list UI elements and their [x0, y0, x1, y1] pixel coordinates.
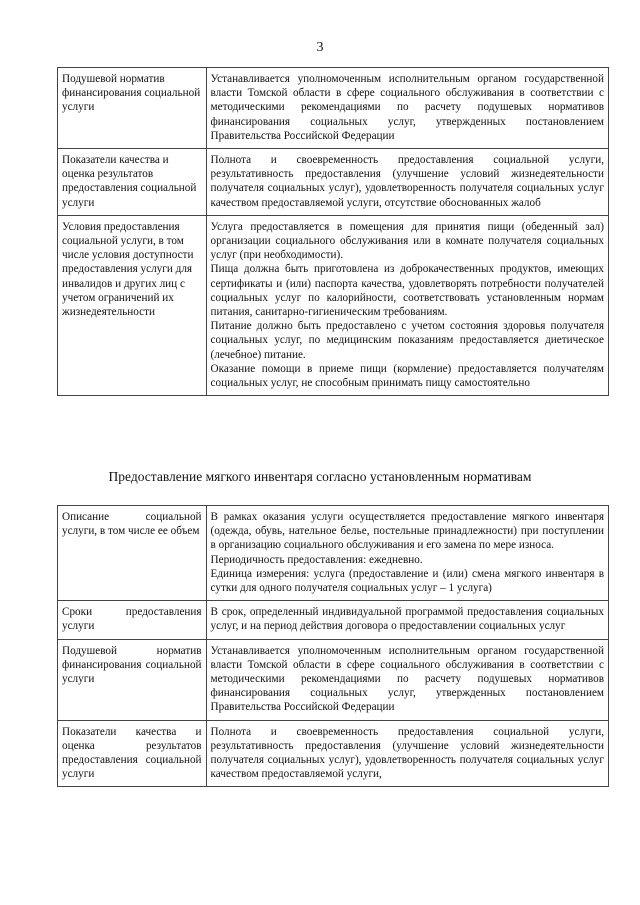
row-label: Показатели качества и оценка результатов предоставления социальной услуги — [58, 149, 207, 216]
row-paragraph: Пища должна быть приготовлена из доброкачественных продуктов, имеющих сертификаты и (или) паспорта качества, удовлетворять потребности получателей социальных услуг по калорийности, соответствовать установленным нормам питания, санитарно-гигиеническим требованиям. — [210, 263, 604, 319]
row-paragraph: Устанавливается уполномоченным исполнительным органом государственной власти Томской области в сфере социального обслуживания в соответствии с методическими рекомендациями по расчету подушевых нормативов финансирования социальных услуг, утвержденных постановлением Правительства Российской Федерации — [210, 73, 604, 142]
service-table-meals — [57, 67, 609, 396]
row-paragraph: Периодичность предоставления: ежедневно. — [210, 553, 423, 566]
row-label: Условия предоставления социальной услуги, в том числе условия доступности предоставления услуги для инвалидов и других лиц с учетом ограничений их жизнедеятельности — [58, 215, 207, 395]
row-label: Описание социальной услуги, в том числе ее объем — [58, 506, 207, 601]
row-paragraph: Полнота и своевременность предоставления социальной услуги, результативность предоставления (улучшение условий жизнедеятельности получателя социальных услуг), удовлетворенность получателя социальных услуг качеством предоставляемой услуги, — [210, 725, 604, 781]
row-label: Подушевой норматив финансирования социальной услуги — [58, 639, 207, 720]
table-row — [58, 601, 609, 639]
table-row — [58, 149, 609, 216]
row-content — [206, 601, 608, 639]
row-label: Показатели качества и оценка результатов предоставления социальной услуги — [58, 720, 207, 787]
section-heading: Предоставление мягкого инвентаря согласно установленным нормативам — [108, 469, 532, 484]
row-label: Подушевой норматив финансирования социальной услуги — [58, 68, 207, 149]
row-paragraph: Устанавливается уполномоченным исполнительным органом государственной власти Томской области в сфере социального обслуживания в соответствии с методическими рекомендациями по расчету подушевых нормативов финансирования социальных услуг, утвержденных постановлением Правительства Российской Федерации — [210, 644, 604, 714]
table-row — [58, 506, 609, 601]
row-content — [206, 639, 608, 720]
table-row — [58, 720, 609, 787]
table-row — [58, 215, 609, 395]
row-paragraph: Оказание помощи в приеме пищи (кормление) предоставляется получателям социальных услуг, не способным принимать пищу самостоятельно — [210, 362, 604, 390]
table-row — [58, 68, 609, 149]
row-paragraph: Полнота и своевременность предоставления социальной услуги, результативность предоставления (улучшение условий жизнедеятельности получателя социальных услуг), удовлетворенность получателя социальных услуг качеством предоставляемой услуги, отсутствие обоснованных жалоб — [210, 154, 604, 209]
row-label: Сроки предоставления услуги — [58, 601, 207, 639]
row-content — [206, 215, 608, 395]
row-content — [206, 506, 608, 601]
service-table-soft-inventory — [57, 505, 609, 787]
row-content — [206, 720, 608, 787]
row-paragraph: Услуга предоставляется в помещения для принятия пищи (обеденный зал) организации социального обслуживания или в комнате получателя социальных услуг (при необходимости). — [210, 220, 604, 262]
row-paragraph: Питание должно быть предоставлено с учетом состояния здоровья получателя социальных услуг, по медицинским показаниям предоставляется диетическое (лечебное) питание. — [210, 320, 604, 361]
page-number: 3 — [316, 40, 324, 55]
row-content — [206, 149, 608, 216]
table-row — [58, 639, 609, 720]
row-paragraph: В срок, определенный индивидуальной программой предоставления социальных услуг, и на период действия договора о предоставлении социальных услуг — [210, 606, 604, 633]
row-paragraph: В рамках оказания услуги осуществляется предоставление мягкого инвентаря (одежда, обувь, нательное белье, постельные принадлежности) при поступлении в организацию социального обслуживания и его замена по мере износа. — [210, 511, 604, 552]
row-paragraph: Единица измерения: услуга (предоставление и (или) смена мягкого инвентаря в сутки для одного получателя социальных услуг – 1 услуга) — [210, 567, 604, 595]
row-content — [206, 68, 608, 149]
